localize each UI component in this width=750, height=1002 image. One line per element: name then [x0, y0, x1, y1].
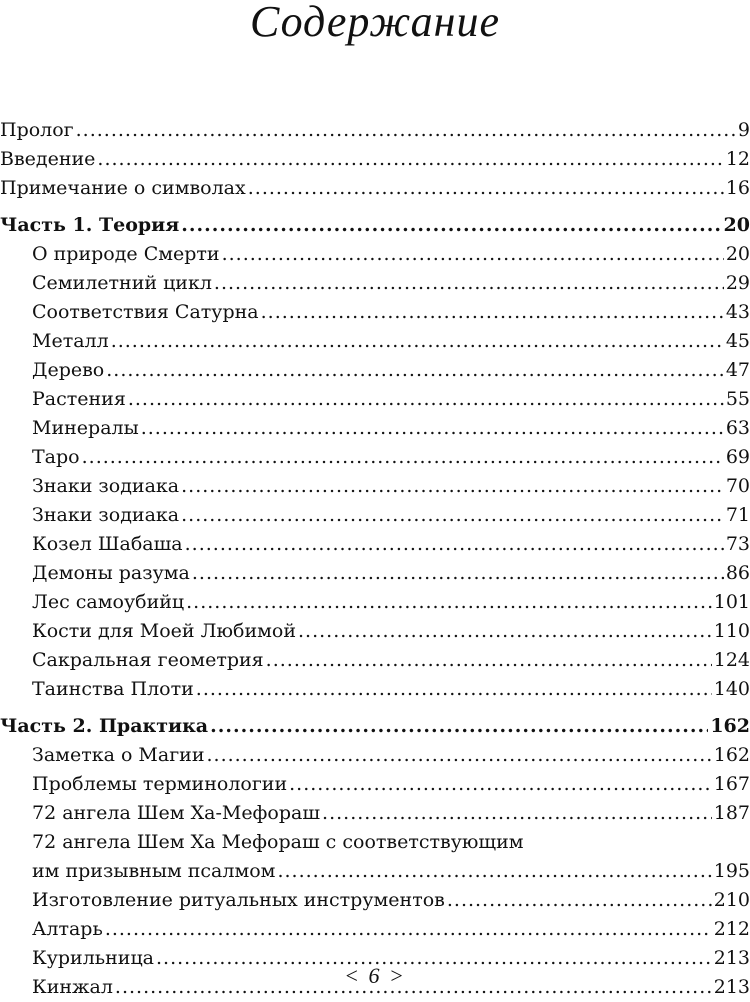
toc-entry-label: Знаки зодиака [32, 475, 180, 497]
toc-part-label: Часть 1. Теория [0, 214, 180, 236]
toc-entry-page: 9 [737, 119, 750, 141]
toc-entry-page: 43 [725, 301, 750, 323]
toc-entry [0, 799, 750, 828]
toc-entry-label: Растения [32, 388, 126, 410]
toc-entry-page: 187 [713, 802, 750, 824]
toc-entry [0, 240, 750, 269]
toc-entry [0, 116, 750, 145]
dot-leader [298, 617, 712, 646]
toc-entry-page: 213 [713, 976, 750, 998]
dot-leader [261, 298, 724, 327]
toc-entry-label: Кинжал [32, 976, 113, 998]
toc-entry-label: Минералы [32, 417, 139, 439]
toc-entry-page: 69 [725, 446, 750, 468]
dot-leader [111, 327, 724, 356]
dot-leader [106, 356, 724, 385]
table-of-contents [0, 116, 750, 1002]
toc-entry [0, 145, 750, 174]
toc-entry-page: 29 [725, 272, 750, 294]
toc-entry-label: Алтарь [32, 918, 103, 940]
toc-entry [0, 559, 750, 588]
toc-entry-label: Введение [0, 148, 96, 170]
dot-leader [192, 559, 724, 588]
toc-entry-page: 212 [713, 918, 750, 940]
toc-entry-first-line [0, 828, 750, 857]
toc-entry-page: 195 [713, 860, 750, 882]
dot-leader [214, 269, 724, 298]
toc-entry-page: 167 [713, 773, 750, 795]
toc-entry-page: 86 [725, 562, 750, 584]
toc-entry-label: Примечание о символах [0, 177, 246, 199]
toc-entry-page: 213 [713, 947, 750, 969]
toc-part-label: Часть 2. Практика [0, 715, 209, 737]
toc-entry [0, 472, 750, 501]
toc-part-heading [0, 712, 750, 741]
dot-leader [82, 443, 724, 472]
ornament-left-icon: < [344, 963, 361, 988]
toc-entry-page: 12 [725, 148, 750, 170]
toc-entry-label: Соответствия Сатурна [32, 301, 259, 323]
toc-entry [0, 617, 750, 646]
toc-entry [0, 915, 750, 944]
toc-entry-label: Кости для Моей Любимой [32, 620, 297, 642]
toc-entry-label: Дерево [32, 359, 105, 381]
toc-entry-label: Знаки зодиака [32, 504, 180, 526]
toc-entry [0, 886, 750, 915]
dot-leader [277, 857, 711, 886]
dot-leader [322, 799, 712, 828]
toc-entry-label: Таро [32, 446, 80, 468]
toc-entry-continuation [0, 857, 750, 886]
toc-entry [0, 501, 750, 530]
ornament-right-icon: > [389, 963, 406, 988]
page-title: Содержание [249, 0, 500, 46]
toc-entry [0, 269, 750, 298]
dot-leader [181, 211, 721, 240]
toc-entry-page: 47 [725, 359, 750, 381]
dot-leader [181, 501, 724, 530]
toc-entry-label: Семилетний цикл [32, 272, 212, 294]
toc-entry-page: 70 [725, 475, 750, 497]
toc-entry-label: Демоны разума [32, 562, 190, 584]
toc-entry [0, 443, 750, 472]
toc-entry-page: 63 [725, 417, 750, 439]
dot-leader [206, 741, 711, 770]
dot-leader [105, 915, 712, 944]
toc-entry [0, 385, 750, 414]
toc-entry [0, 675, 750, 704]
dot-leader [222, 240, 724, 269]
toc-entry-page: 55 [725, 388, 750, 410]
toc-entry-page: 45 [725, 330, 750, 352]
dot-leader [141, 414, 724, 443]
toc-part-page: 162 [710, 715, 750, 737]
toc-entry-label: Металл [32, 330, 109, 352]
toc-entry-label: Пролог [0, 119, 74, 141]
dot-leader [248, 174, 724, 203]
toc-entry-page: 101 [713, 591, 750, 613]
dot-leader [185, 530, 724, 559]
toc-entry-page: 110 [713, 620, 750, 642]
dot-leader [210, 712, 708, 741]
toc-entry-label: Проблемы терминологии [32, 773, 288, 795]
toc-entry [0, 327, 750, 356]
dot-leader [128, 385, 724, 414]
toc-part-heading [0, 211, 750, 240]
toc-entry-page: 16 [725, 177, 750, 199]
toc-entry-label: 72 ангела Шем Ха Мефораш с соответствующим [32, 831, 524, 853]
toc-entry-page: 162 [713, 744, 750, 766]
toc-entry [0, 414, 750, 443]
toc-entry-label: Сакральная геометрия [32, 649, 264, 671]
toc-entry-label: Таинства Плоти [32, 678, 194, 700]
toc-entry-page: 20 [725, 243, 750, 265]
dot-leader [76, 116, 736, 145]
toc-entry [0, 741, 750, 770]
toc-entry [0, 646, 750, 675]
toc-entry-page: 124 [713, 649, 750, 671]
toc-entry-label: Козел Шабаша [32, 533, 183, 555]
dot-leader [181, 472, 724, 501]
dot-leader [196, 675, 712, 704]
toc-entry [0, 588, 750, 617]
dot-leader [186, 588, 712, 617]
dot-leader [289, 770, 712, 799]
toc-entry [0, 770, 750, 799]
toc-entry-label: 72 ангела Шем Ха-Мефораш [32, 802, 321, 824]
toc-entry [0, 298, 750, 327]
dot-leader [97, 145, 723, 174]
toc-part-page: 20 [723, 214, 750, 236]
page-footer [0, 962, 750, 990]
toc-entry-label-continued: им призывным псалмом [32, 860, 276, 882]
page-number: 6 [368, 963, 382, 988]
toc-entry-page: 210 [713, 889, 750, 911]
dot-leader [447, 886, 712, 915]
dot-leader [266, 646, 712, 675]
toc-entry-page: 73 [725, 533, 750, 555]
toc-entry-label: Заметка о Магии [32, 744, 205, 766]
toc-entry-label: Лес самоубийц [32, 591, 185, 613]
toc-entry [0, 530, 750, 559]
toc-entry-label: Курильница [32, 947, 154, 969]
toc-entry [0, 356, 750, 385]
toc-entry-page: 71 [725, 504, 750, 526]
toc-entry-label: Изготовление ритуальных инструментов [32, 889, 445, 911]
toc-entry-page: 140 [713, 678, 750, 700]
toc-entry-label: О природе Смерти [32, 243, 220, 265]
toc-entry [0, 174, 750, 203]
